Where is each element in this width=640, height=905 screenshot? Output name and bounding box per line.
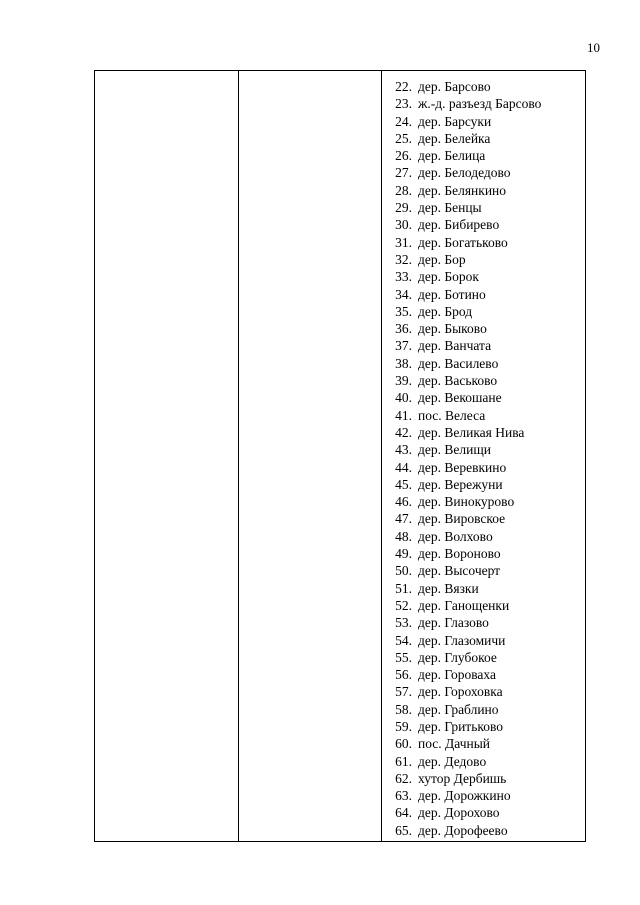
list-item: [382, 510, 585, 527]
list-item: [382, 216, 585, 233]
list-item-number: 27.: [395, 165, 412, 181]
list-item-name: дер. Винокурово: [418, 494, 515, 510]
list-item: [382, 164, 585, 181]
list-item: [382, 251, 585, 268]
list-item-name: дер. Векошане: [418, 390, 502, 406]
list-item-name: дер. Гороховка: [418, 684, 503, 700]
list-item-name: ж.-д. разъезд Барсово: [418, 96, 542, 112]
list-item: [382, 649, 585, 666]
list-item-name: дер. Дедово: [418, 753, 487, 769]
list-item: [382, 666, 585, 683]
list-item-name: дер. Вязки: [418, 580, 479, 596]
list-item: [382, 130, 585, 147]
list-item-number: 42.: [395, 424, 412, 440]
settlements-table: [94, 70, 586, 842]
list-item-number: 38.: [395, 355, 412, 371]
list-item-number: 40.: [395, 390, 412, 406]
list-item-number: 44.: [395, 459, 412, 475]
list-item-name: дер. Бенцы: [418, 200, 482, 216]
list-item-name: дер. Вороново: [418, 546, 501, 562]
list-item: [382, 632, 585, 649]
list-item-name: дер. Борок: [418, 269, 479, 285]
list-item-name: дер. Глазово: [418, 615, 489, 631]
list-item-name: пос. Велеса: [418, 407, 486, 423]
table-column-3: [382, 71, 585, 841]
list-item: [382, 545, 585, 562]
list-item: [382, 701, 585, 718]
list-item-name: дер. Бибирево: [418, 217, 500, 233]
list-item-name: дер. Ванчата: [418, 338, 492, 354]
list-item-name: дер. Быково: [418, 321, 487, 337]
list-item-name: дер. Гритьково: [418, 718, 504, 734]
list-item: [382, 770, 585, 787]
list-item-number: 48.: [395, 528, 412, 544]
list-item-name: дер. Глубокое: [418, 649, 497, 665]
list-item-number: 62.: [395, 770, 412, 786]
list-item-number: 23.: [395, 96, 412, 112]
list-item-number: 32.: [395, 251, 412, 267]
list-item-name: дер. Дорофеево: [418, 822, 508, 838]
list-item-number: 36.: [395, 321, 412, 337]
list-item-number: 56.: [395, 667, 412, 683]
table-column-1: [95, 71, 239, 841]
page-number: 10: [587, 40, 600, 55]
list-item: [382, 753, 585, 770]
list-item-name: дер. Белейка: [418, 130, 491, 146]
list-item-name: дер. Вережуни: [418, 476, 503, 492]
list-item-number: 43.: [395, 442, 412, 458]
list-item: [382, 493, 585, 510]
list-item-number: 45.: [395, 476, 412, 492]
settlement-list: [382, 78, 585, 839]
list-item-number: 53.: [395, 615, 412, 631]
list-item-number: 59.: [395, 718, 412, 734]
list-item: [382, 199, 585, 216]
list-item-name: дер. Веревкино: [418, 459, 507, 475]
list-item-name: дер. Бор: [418, 251, 466, 267]
list-item-number: 61.: [395, 753, 412, 769]
list-item: [382, 113, 585, 130]
list-item-name: дер. Высочерт: [418, 563, 501, 579]
list-item-number: 31.: [395, 234, 412, 250]
list-item-number: 52.: [395, 597, 412, 613]
list-item-name: хутор Дербишь: [418, 770, 507, 786]
list-item: [382, 234, 585, 251]
list-item-name: дер. Глазомичи: [418, 632, 506, 648]
list-item-number: 47.: [395, 511, 412, 527]
list-item: [382, 147, 585, 164]
list-item-number: 28.: [395, 182, 412, 198]
list-item-number: 57.: [395, 684, 412, 700]
list-item: [382, 735, 585, 752]
list-item: [382, 303, 585, 320]
list-item: [382, 476, 585, 493]
list-item: [382, 459, 585, 476]
list-item-number: 29.: [395, 200, 412, 216]
list-item-number: 37.: [395, 338, 412, 354]
list-item-name: дер. Велищи: [418, 442, 491, 458]
list-item-name: дер. Васьково: [418, 373, 498, 389]
table-column-2: [239, 71, 382, 841]
list-item-name: дер. Гороваха: [418, 667, 496, 683]
list-item-number: 30.: [395, 217, 412, 233]
list-item-number: 34.: [395, 286, 412, 302]
list-item-number: 41.: [395, 407, 412, 423]
list-item: [382, 441, 585, 458]
list-item-name: дер. Барсово: [418, 79, 491, 94]
list-item: [382, 787, 585, 804]
list-item: [382, 562, 585, 579]
list-item: [382, 355, 585, 372]
list-item-number: 49.: [395, 546, 412, 562]
list-item-number: 51.: [395, 580, 412, 596]
list-item-number: 46.: [395, 494, 412, 510]
list-item: [382, 286, 585, 303]
list-item: [382, 268, 585, 285]
list-item-name: дер. Вировское: [418, 511, 506, 527]
list-item: [382, 372, 585, 389]
list-item-name: дер. Дорожкино: [418, 788, 511, 804]
list-item-number: 25.: [395, 130, 412, 146]
list-item: [382, 597, 585, 614]
list-item-number: 35.: [395, 303, 412, 319]
list-item-number: 22.: [395, 79, 412, 94]
list-item-number: 64.: [395, 805, 412, 821]
list-item: [382, 407, 585, 424]
list-item: [382, 320, 585, 337]
list-item: [382, 95, 585, 112]
list-item-name: дер. Василево: [418, 355, 499, 371]
list-item: [382, 182, 585, 199]
list-item: [382, 804, 585, 821]
list-item: [382, 528, 585, 545]
list-item-name: дер. Ботино: [418, 286, 486, 302]
list-item-number: 58.: [395, 701, 412, 717]
list-item-name: дер. Белянкино: [418, 182, 507, 198]
list-item-name: дер. Ганощенки: [418, 597, 510, 613]
list-item: [382, 683, 585, 700]
list-item-name: дер. Граблино: [418, 701, 499, 717]
list-item-number: 39.: [395, 373, 412, 389]
list-item-name: дер. Волхово: [418, 528, 493, 544]
list-item-number: 33.: [395, 269, 412, 285]
list-item: [382, 389, 585, 406]
list-item-name: дер. Барсуки: [418, 113, 492, 129]
list-item-name: пос. Дачный: [418, 736, 491, 752]
list-item: [382, 822, 585, 839]
list-item: [382, 78, 585, 95]
list-item: [382, 424, 585, 441]
list-item-number: 63.: [395, 788, 412, 804]
list-item: [382, 718, 585, 735]
list-item-name: дер. Дорохово: [418, 805, 500, 821]
list-item-number: 54.: [395, 632, 412, 648]
list-item-number: 50.: [395, 563, 412, 579]
list-item: [382, 614, 585, 631]
list-item-number: 26.: [395, 148, 412, 164]
list-item-number: 24.: [395, 113, 412, 129]
list-item-name: дер. Белица: [418, 148, 486, 164]
list-item: [382, 580, 585, 597]
list-item-number: 55.: [395, 649, 412, 665]
list-item-name: дер. Брод: [418, 303, 473, 319]
list-item: [382, 337, 585, 354]
list-item-name: дер. Богатьково: [418, 234, 508, 250]
list-item-name: дер. Белодедово: [418, 165, 511, 181]
list-item-name: дер. Великая Нива: [418, 424, 525, 440]
list-item-number: 65.: [395, 822, 412, 838]
list-item-number: 60.: [395, 736, 412, 752]
